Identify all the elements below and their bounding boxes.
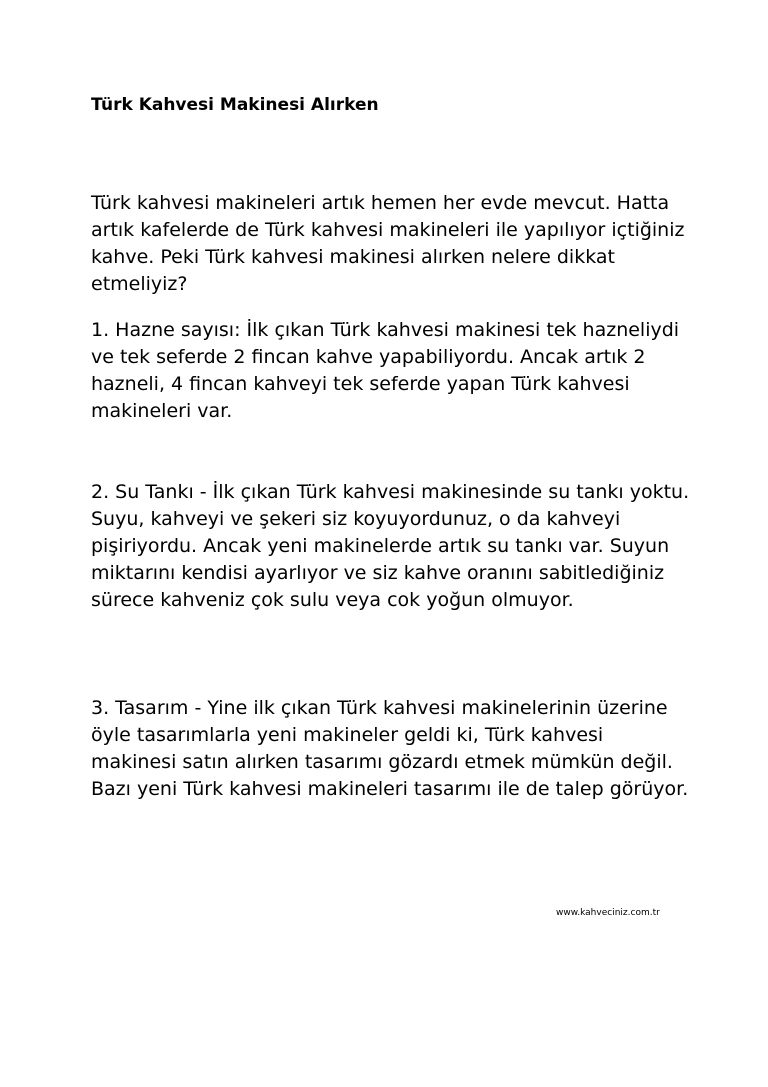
footer-website: www.kahveciniz.com.tr: [556, 908, 660, 918]
document-title: Türk Kahvesi Makinesi Alırken: [91, 95, 379, 115]
tasarim-paragraph: 3. Tasarım - Yine ilk çıkan Türk kahvesi makinelerinin üzerine öyle tasarımlarla yeni makineler geldi ki, Türk kahvesi makinesi satın alırken tasarımı gözardı etmek mümkün değil. Bazı yeni Türk kahvesi makineleri tasarımı ile de talep görüyor.: [91, 697, 689, 800]
su-tanki-paragraph: 2. Su Tankı - İlk çıkan Türk kahvesi makinesinde su tankı yoktu. Suyu, kahveyi ve şekeri siz koyuyordunuz, o da kahveyi pişiriyordu. Ancak yeni makinelerde artık su tankı var. Suyun miktarını kendisi ayarlıyor ve siz kahve oranını sabitlediğiniz sürece kahveniz çok sulu veya cok yoğun olmuyor.: [91, 481, 690, 611]
hazne-paragraph: 1. Hazne sayısı: İlk çıkan Türk kahvesi makinesi tek hazneliydi ve tek seferde 2 fincan kahve yapabiliyordu. Ancak artık 2 hazneli, 4 fincan kahveyi tek seferde yapan Türk kahvesi makineleri var.: [91, 319, 680, 422]
intro-paragraph: Türk kahvesi makineleri artık hemen her evde mevcut. Hatta artık kafelerde de Türk kahvesi makineleri ile yapılıyor içtiğiniz kahve. Peki Türk kahvesi makinesi alırken nelere dikkat etmeliyiz?: [91, 192, 685, 295]
